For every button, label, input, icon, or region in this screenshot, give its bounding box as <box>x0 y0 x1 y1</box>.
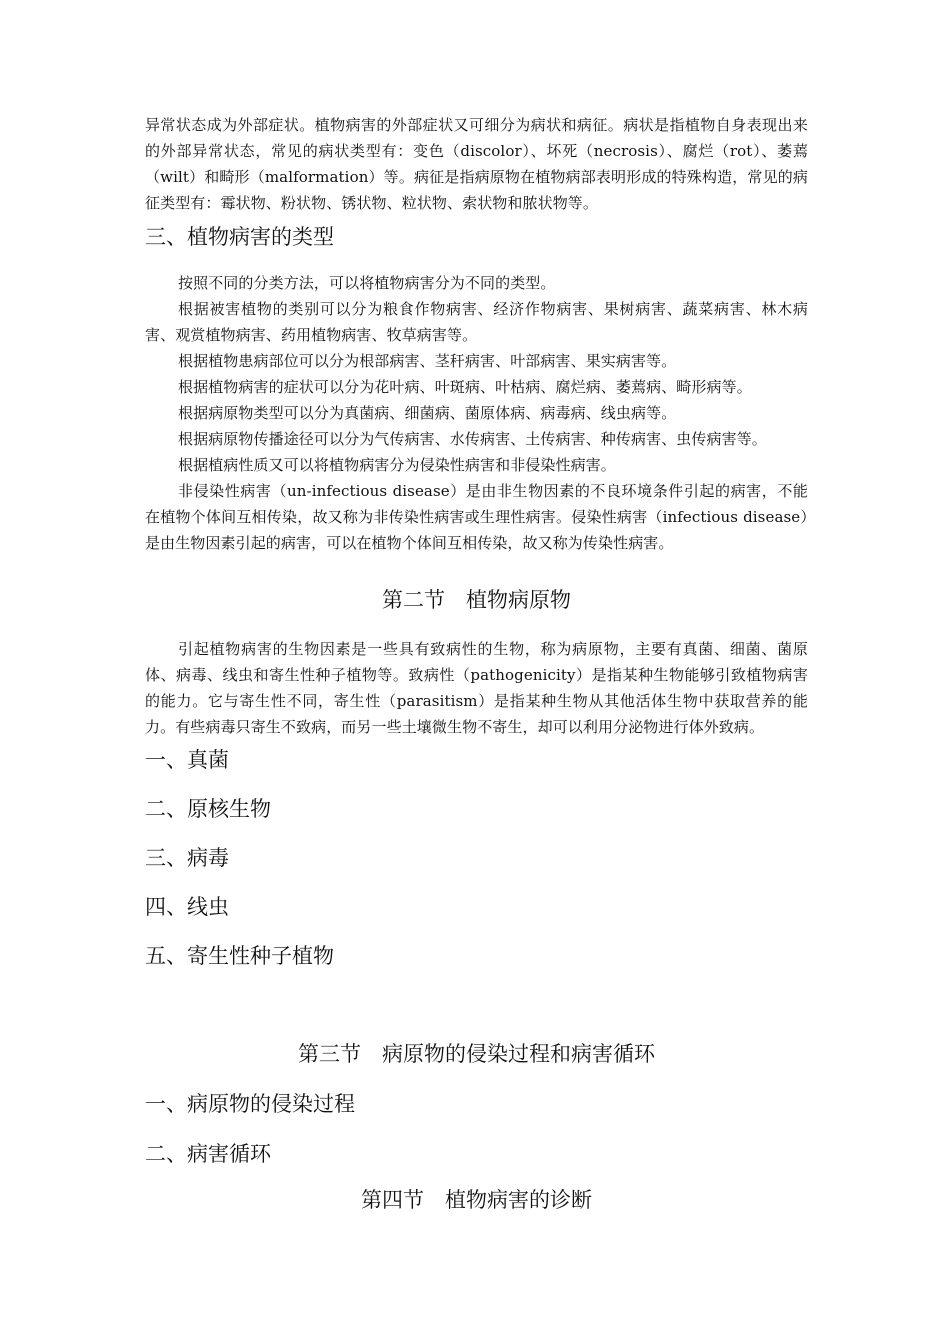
types-paragraph: 根据植物病害的症状可以分为花叶病、叶斑病、叶枯病、腐烂病、萎蔫病、畸形病等。 <box>178 378 752 396</box>
heading-viruses: 三、病毒 <box>145 846 229 870</box>
document-page <box>145 112 808 1214</box>
types-paragraph: 根据病原物传播途径可以分为气传病害、水传病害、土传病害、种传病害、虫传病害等。 <box>178 430 767 448</box>
section-title-infection-process: 第三节 病原物的侵染过程和病害循环 <box>298 1042 655 1066</box>
heading-plant-disease-types: 三、植物病害的类型 <box>145 225 334 249</box>
types-paragraph: 根据植病性质又可以将植物病害分为侵染性病害和非侵染性病害。 <box>178 456 616 474</box>
types-paragraphs <box>145 270 808 556</box>
types-paragraph: 按照不同的分类方法，可以将植物病害分为不同的类型。 <box>178 274 556 292</box>
heading-parasitic-seed-plants: 五、寄生性种子植物 <box>145 944 334 968</box>
section-title-diagnosis: 第四节 植物病害的诊断 <box>361 1188 592 1212</box>
types-paragraph: 根据病原物类型可以分为真菌病、细菌病、菌原体病、病毒病、线虫病等。 <box>178 404 677 422</box>
types-paragraph: 根据植物患病部位可以分为根部病害、茎秆病害、叶部病害、果实病害等。 <box>178 352 677 370</box>
heading-nematodes: 四、线虫 <box>145 895 229 919</box>
types-paragraph: 根据被害植物的类别可以分为粮食作物病害、经济作物病害、果树病害、蔬菜病害、林木病害、观赏植物病害、药用植物病害、牧草病害等。 <box>145 300 808 344</box>
section-title-pathogens: 第二节 植物病原物 <box>382 588 571 612</box>
types-paragraph: 非侵染性病害（un-infectious disease）是由非生物因素的不良环境条件引起的病害，不能在植物个体间互相传染，故又称为非传染性病害或生理性病害。侵染性病害（infectious disease）是由生物因素引起的病害，可以在植物个体间互相传染，故又称为传染性病害。 <box>145 482 808 552</box>
heading-fungi: 一、真菌 <box>145 748 229 772</box>
pathogens-paragraph: 引起植物病害的生物因素是一些具有致病性的生物，称为病原物，主要有真菌、细菌、菌原体、病毒、线虫和寄生性种子植物等。致病性（pathogenicity）是指某种生物能够引致植物病害的能力。它与寄生性不同，寄生性（parasitism）是指某种生物从其他活体生物中获取营养的能力。有些病毒只寄生不致病，而另一些土壤微生物不寄生，却可以利用分泌物进行体外致病。 <box>145 640 808 736</box>
heading-prokaryotes: 二、原核生物 <box>145 797 271 821</box>
intro-paragraph: 异常状态成为外部症状。植物病害的外部症状又可细分为病状和病征。病状是指植物自身表现出来的外部异常状态，常见的病状类型有：变色（discolor）、坏死（necrosis）、腐烂（rot）、萎蔫（wilt）和畸形（malformation）等。病征是指病原物在植物病部表明形成的特殊构造，常见的病征类型有：霉状物、粉状物、锈状物、粒状物、索状物和脓状物等。 <box>145 116 808 212</box>
heading-infection-process: 一、病原物的侵染过程 <box>145 1092 355 1116</box>
heading-disease-cycle: 二、病害循环 <box>145 1142 271 1166</box>
